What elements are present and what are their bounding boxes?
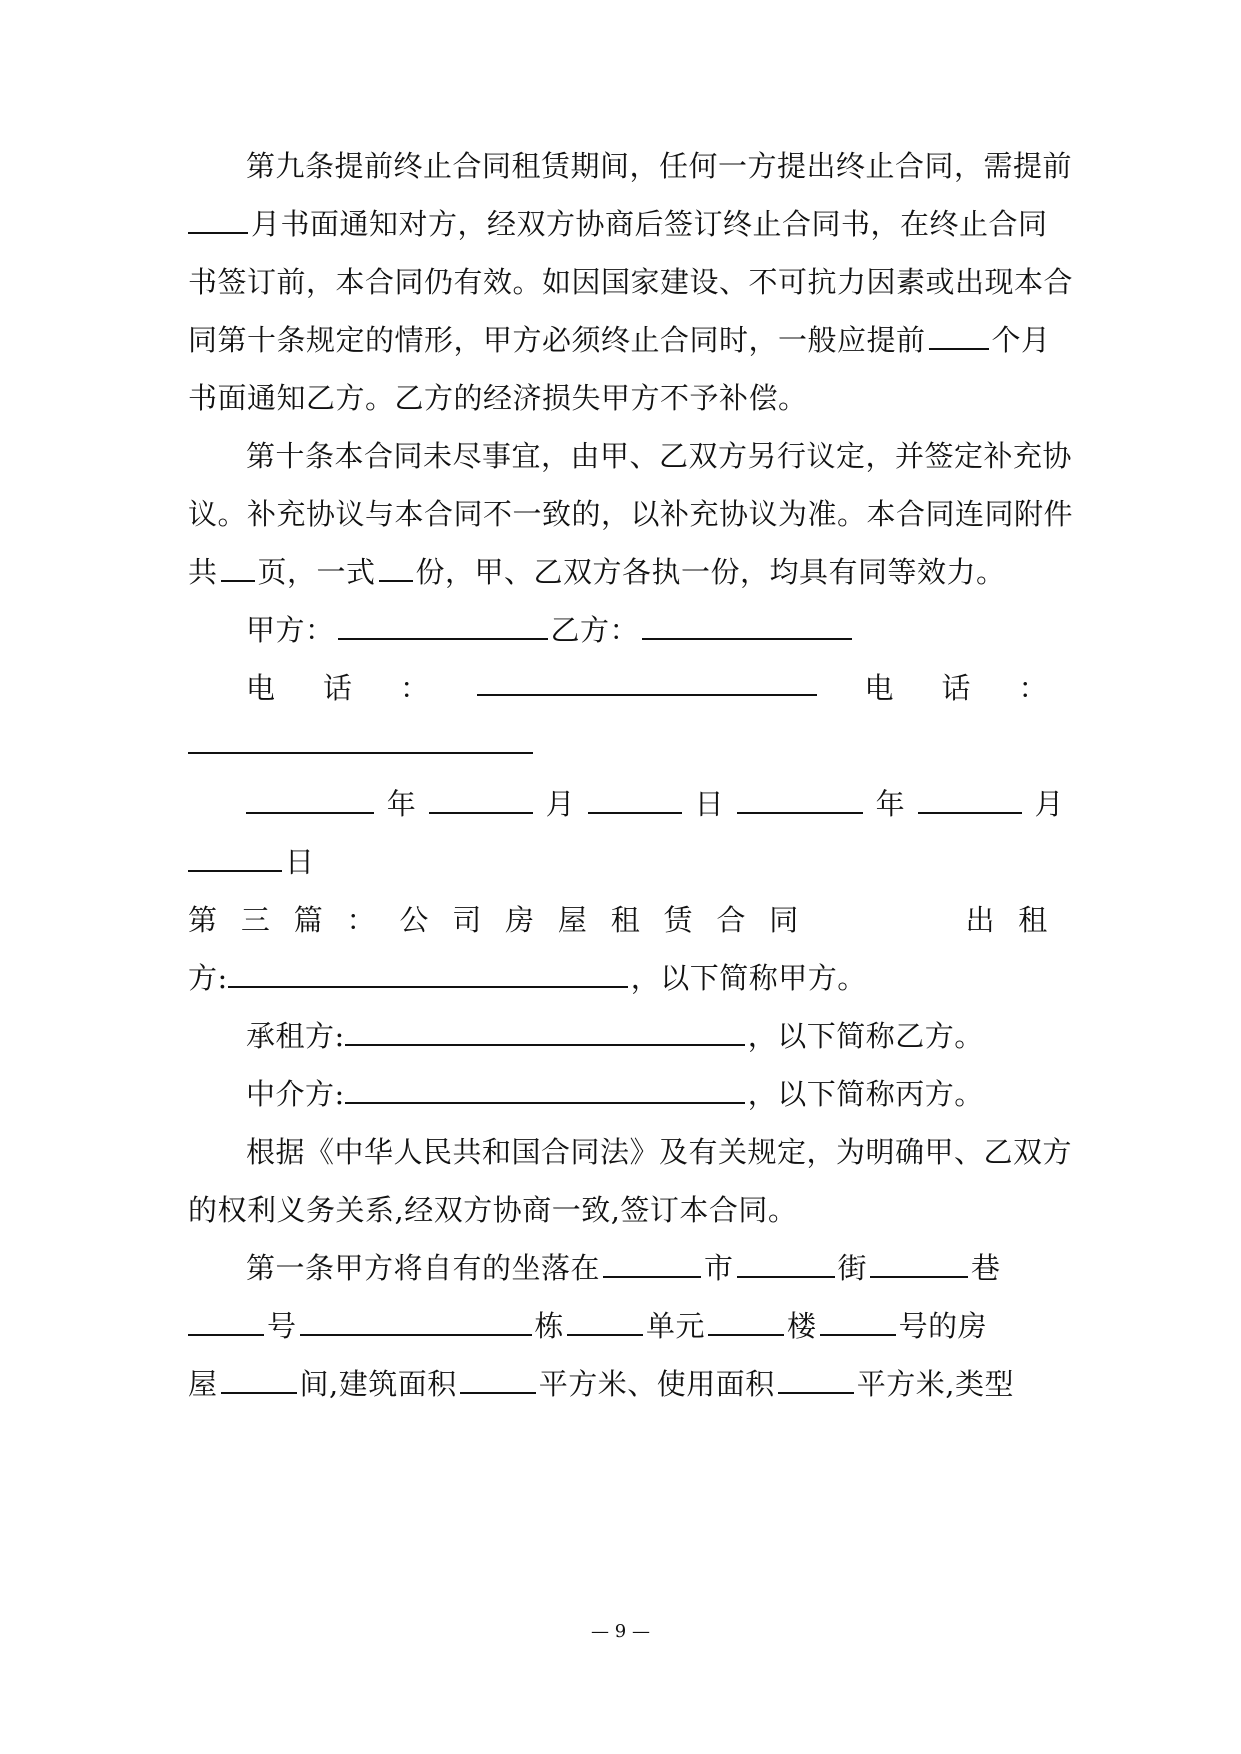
blank-field: [188, 726, 533, 754]
text: 中介方:: [246, 1077, 345, 1111]
text: 话: [941, 671, 971, 705]
text: ：: [400, 671, 430, 705]
text: 的权利义务关系,经双方协商一致,签订本合同。: [188, 1193, 798, 1227]
title-char: 第: [188, 903, 218, 937]
text: 租: [1018, 903, 1048, 937]
blank-field: [477, 668, 817, 696]
blank-field: [345, 1018, 745, 1046]
lessor-line: [188, 958, 1048, 998]
text: 第九条提前终止合同租赁期间，任何一方提出终止合同，需提前: [246, 149, 1073, 183]
text: 日: [694, 787, 725, 821]
title-char: 三: [240, 903, 271, 937]
text: ，以下简称乙方。: [747, 1019, 984, 1053]
title-char: 租: [610, 903, 641, 937]
title-char: 同: [769, 903, 799, 937]
blank-field: [737, 1250, 835, 1278]
spacer: [822, 900, 942, 940]
lessee-line: [246, 1016, 1048, 1056]
blank-field: [929, 322, 989, 350]
article9-line3: [188, 262, 1074, 302]
text: 议。补充协议与本合同不一致的，以补充协议为准。本合同连同附件: [188, 497, 1074, 531]
party-b-label: 乙方：: [550, 613, 640, 647]
blank-field: [246, 786, 374, 814]
signature-parties: [246, 610, 1048, 650]
article9-line4: [188, 320, 1051, 360]
blank-field: [820, 1308, 896, 1336]
text: 巷: [971, 1251, 1001, 1285]
text: 市: [704, 1251, 734, 1285]
blank-field: [221, 1366, 297, 1394]
blank-field: [429, 786, 533, 814]
blank-field: [460, 1366, 536, 1394]
text: 平方米、使用面积: [538, 1367, 775, 1401]
title-char: 房: [505, 903, 535, 937]
text: 承租方:: [246, 1019, 345, 1053]
title-char: ：: [346, 903, 377, 937]
blank-field: [188, 844, 282, 872]
page-number: — 9 —: [591, 1621, 650, 1642]
article1-line1: [246, 1248, 1048, 1288]
blank-field: [345, 1076, 745, 1104]
text: 栋: [534, 1309, 565, 1343]
blank-field: [870, 1250, 968, 1278]
text: 平方米,类型: [856, 1367, 1014, 1401]
text: 月: [545, 787, 576, 821]
blank-field: [567, 1308, 643, 1336]
text: 页，一式: [257, 555, 376, 589]
title-char: 公: [399, 903, 429, 937]
text: 第一条甲方将自有的坐落在: [246, 1251, 601, 1285]
party-a-label: 甲方：: [246, 613, 335, 647]
article1-line2: [188, 1306, 1048, 1346]
text: 年: [386, 787, 417, 821]
text: 月书面通知对方，经双方协商后签订终止合同书，在终止合同: [251, 207, 1048, 241]
part3-title-line: [188, 900, 1048, 940]
title-char: 篇: [293, 903, 324, 937]
text: 电: [864, 671, 894, 705]
text: 话: [323, 671, 353, 705]
text: 月: [1034, 787, 1065, 821]
blank-field: [642, 612, 852, 640]
blank-field: [737, 786, 863, 814]
blank-field: [338, 612, 548, 640]
blank-field: [188, 206, 248, 234]
article9-line5: [188, 378, 1048, 418]
agent-line: [246, 1074, 1048, 1114]
text: 根据《中华人民共和国合同法》及有关规定，为明确甲、乙双方: [246, 1135, 1073, 1169]
article10-line1: [246, 436, 1073, 476]
text: 楼: [787, 1309, 817, 1343]
signature-dates-continued: [188, 842, 1048, 882]
text: 日: [285, 845, 315, 879]
blank-field: [221, 554, 255, 582]
text: 同第十条规定的情形，甲方必须终止合同时，一般应提前: [188, 323, 926, 357]
blank-field: [603, 1250, 701, 1278]
text: 共: [188, 555, 218, 589]
text: 第十条本合同未尽事宜，由甲、乙双方另行议定，并签定补充协: [246, 439, 1073, 473]
text: 屋: [188, 1367, 218, 1401]
text: ，以下简称丙方。: [747, 1077, 984, 1111]
text: ，以下简称甲方。: [630, 961, 867, 995]
text: 出: [965, 903, 995, 937]
text: 间,建筑面积: [299, 1367, 457, 1401]
signature-dates: [246, 784, 1065, 824]
signature-phone-continued: [188, 724, 1048, 764]
text: 电: [246, 671, 276, 705]
text: 方:: [188, 961, 228, 995]
text: 号的房: [898, 1309, 988, 1343]
blank-field: [188, 1308, 264, 1336]
blank-field: [379, 554, 413, 582]
article9-line1: [246, 146, 1073, 186]
preamble-line1: [246, 1132, 1073, 1172]
blank-field: [228, 960, 628, 988]
text: 号: [267, 1309, 297, 1343]
blank-field: [708, 1308, 784, 1336]
title-char: 司: [452, 903, 482, 937]
text: ：: [1018, 671, 1048, 705]
text: 街: [837, 1251, 868, 1285]
article9-line2: [188, 204, 1048, 244]
text: 份，甲、乙双方各执一份，均具有同等效力。: [415, 555, 1006, 589]
text: 个月: [991, 323, 1051, 357]
text: 单元: [646, 1309, 706, 1343]
article10-line2: [188, 494, 1074, 534]
preamble-line2: [188, 1190, 1048, 1230]
title-char: 屋: [557, 903, 588, 937]
article1-line3: [188, 1364, 1048, 1404]
blank-field: [588, 786, 682, 814]
text: 书签订前，本合同仍有效。如因国家建设、不可抗力因素或出现本合: [188, 265, 1074, 299]
blank-field: [300, 1308, 532, 1336]
text: 年: [875, 787, 906, 821]
blank-field: [778, 1366, 854, 1394]
signature-phones: [246, 668, 1048, 708]
blank-field: [918, 786, 1022, 814]
title-char: 赁: [663, 903, 694, 937]
article10-line3: [188, 552, 1048, 592]
title-char: 合: [716, 903, 746, 937]
text: 书面通知乙方。乙方的经济损失甲方不予补偿。: [188, 381, 808, 415]
